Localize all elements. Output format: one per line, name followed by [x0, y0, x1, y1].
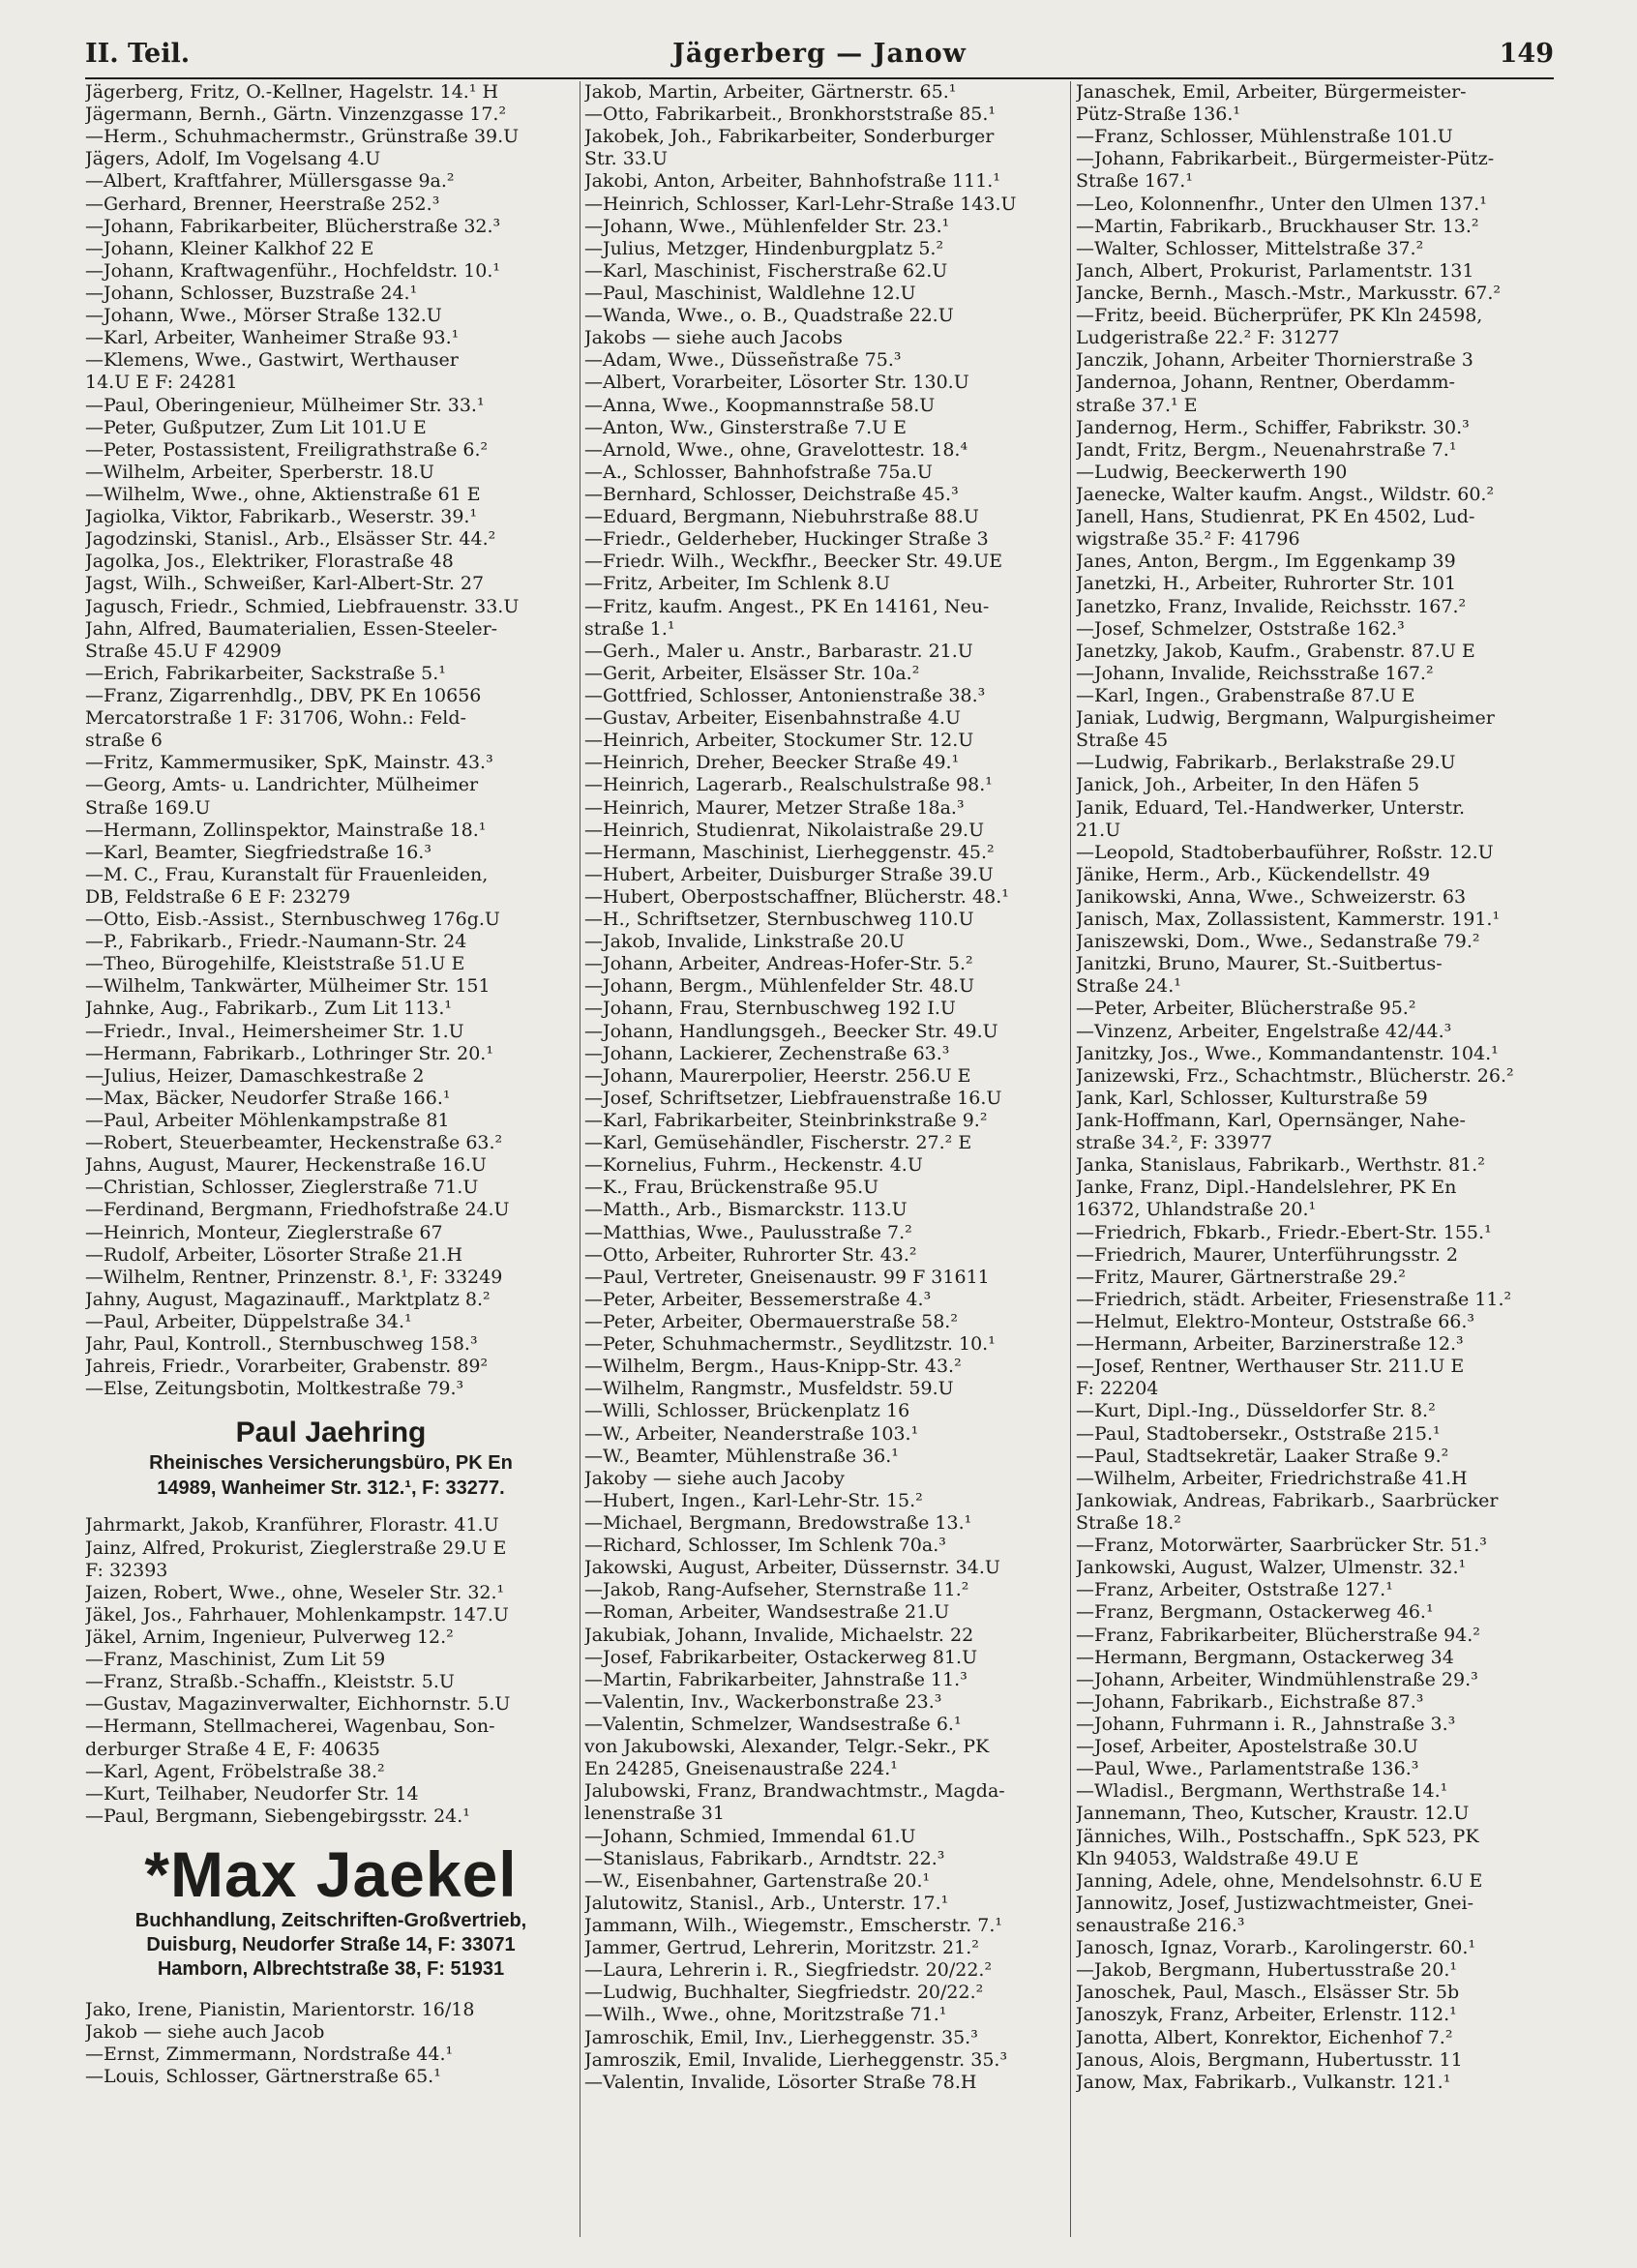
directory-entry: —K., Frau, Brückenstraße 95.U	[584, 1177, 879, 1199]
directory-entry: —Willi, Schlosser, Brückenplatz 16	[584, 1400, 910, 1422]
directory-entry: —Karl, Beamter, Siegfriedstraße 16.³	[85, 841, 432, 863]
directory-entry: —Johann, Kraftwagenführ., Hochfeldstr. 10.¹	[85, 259, 500, 282]
directory-entry: Jancke, Bernh., Masch.-Mstr., Markusstr. 67.²	[1076, 282, 1502, 304]
directory-entry: Jakobek, Joh., Fabrikarbeiter, Sonderburger	[584, 126, 995, 148]
directory-entry: —Johann, Fabrikarbeit., Bürgermeister-Pütz-	[1076, 148, 1495, 170]
directory-entry: —Richard, Schlosser, Im Schlenk 70a.³	[584, 1535, 946, 1557]
directory-entry: Pütz-Straße 136.¹	[1076, 104, 1241, 126]
directory-entry: —Paul, Arbeiter, Düppelstraße 34.¹	[85, 1311, 412, 1333]
directory-entry: Janick, Joh., Arbeiter, In den Häfen 5	[1076, 774, 1420, 796]
page-number: 149	[1499, 39, 1554, 69]
directory-entry: —Paul, Arbeiter Möhlenkampstraße 81	[85, 1110, 450, 1132]
directory-entry: —Hubert, Ingen., Karl-Lehr-Str. 15.²	[584, 1489, 923, 1511]
header-rule	[85, 77, 1554, 79]
directory-entry: Straße 45	[1076, 730, 1169, 752]
directory-entry: —Fritz, beeid. Bücherprüfer, PK Kln 24598,	[1076, 305, 1483, 327]
entries-group	[1076, 81, 1556, 2094]
directory-entry: —Johann, Wwe., Mühlenfelder Str. 23.¹	[584, 215, 950, 237]
directory-entry: —Kornelius, Fuhrm., Heckenstr. 4.U	[584, 1154, 923, 1177]
directory-entry: —Paul, Bergmann, Siebengebirgsstr. 24.¹	[85, 1805, 470, 1827]
directory-entry: —Heinrich, Monteur, Zieglerstraße 67	[85, 1221, 443, 1243]
advertisement-jaekel	[85, 1839, 577, 1982]
directory-entry: —Johann, Arbeiter, Windmühlenstraße 29.³	[1076, 1668, 1478, 1690]
directory-entry: —Wilhelm, Rangmstr., Musfeldstr. 59.U	[584, 1378, 954, 1400]
directory-entry: —Karl, Maschinist, Fischerstraße 62.U	[584, 259, 948, 282]
directory-entry: —Kurt, Dipl.-Ing., Düsseldorfer Str. 8.²	[1076, 1400, 1436, 1422]
directory-entry: —Franz, Fabrikarbeiter, Blücherstraße 94.²	[1076, 1624, 1480, 1646]
directory-entry: —Josef, Rentner, Werthauser Str. 211.U E	[1076, 1356, 1465, 1378]
directory-entry: straße 6	[85, 730, 163, 752]
directory-entry: —Franz, Straßb.-Schaffn., Kleiststr. 5.U	[85, 1671, 455, 1693]
directory-entry: —Jakob, Rang-Aufseher, Sternstraße 11.²	[584, 1579, 969, 1601]
column-divider	[1070, 81, 1071, 2237]
directory-entry: Ludgeristraße 22.² F: 31277	[1076, 327, 1340, 349]
directory-entry: —Johann, Schlosser, Buzstraße 24.¹	[85, 282, 418, 304]
directory-entry: —Paul, Stadtobersekr., Oststraße 215.¹	[1076, 1422, 1441, 1445]
directory-entry: —Hermann, Stellmacherei, Wagenbau, Son-	[85, 1716, 495, 1738]
directory-entry: —Hubert, Arbeiter, Duisburger Straße 39.U	[584, 863, 994, 885]
directory-entry: —Heinrich, Studienrat, Nikolaistraße 29.U	[584, 819, 985, 841]
directory-entry: Jagiolka, Viktor, Fabrikarb., Weserstr. 39.¹	[85, 506, 478, 528]
directory-entry: Jank-Hoffmann, Karl, Opernsänger, Nahe-	[1076, 1110, 1466, 1132]
directory-entry: —Friedrich, Maurer, Unterführungsstr. 2	[1076, 1243, 1459, 1266]
directory-entry: Jako, Irene, Pianistin, Marientorstr. 16/18	[85, 1998, 475, 2020]
directory-entry: straße 1.¹	[584, 617, 675, 640]
directory-entry: —Josef, Schmelzer, Oststraße 162.³	[1076, 617, 1405, 640]
directory-entry: Jandernog, Herm., Schiffer, Fabrikstr. 30.³	[1076, 416, 1470, 438]
directory-entry: —Wilhelm, Arbeiter, Sperberstr. 18.U	[85, 461, 434, 483]
directory-entry: —Julius, Metzger, Hindenburgplatz 5.²	[584, 237, 944, 259]
directory-entry: Jandernoa, Johann, Rentner, Oberdamm-	[1076, 372, 1455, 394]
directory-entry: —Anna, Wwe., Koopmannstraße 58.U	[584, 394, 936, 416]
directory-entry: Jahr, Paul, Kontroll., Sternbuschweg 158.³	[85, 1333, 478, 1356]
directory-entry: Jammer, Gertrud, Lehrerin, Moritzstr. 21.²	[584, 1937, 979, 1959]
directory-entry: Jakoby — siehe auch Jacoby	[584, 1467, 845, 1489]
directory-entry: Jakobs — siehe auch Jacobs	[584, 327, 843, 349]
directory-entry: Janisch, Max, Zollassistent, Kammerstr. 191.¹	[1076, 909, 1501, 931]
ad-name: Paul Jaehring	[235, 1417, 427, 1449]
directory-entry: —Friedrich, Fbkarb., Friedr.-Ebert-Str. 155.¹	[1076, 1221, 1492, 1243]
directory-entry: —Kurt, Teilhaber, Neudorfer Str. 14	[85, 1782, 419, 1805]
column-2	[584, 81, 1064, 2094]
entries-group	[584, 81, 1064, 2094]
ad-line: Hamborn, Albrechtstraße 38, F: 51931	[157, 1957, 505, 1980]
directory-entry: Jandt, Fritz, Bergm., Neuenahrstraße 7.¹	[1076, 438, 1457, 461]
directory-entry: —Franz, Maschinist, Zum Lit 59	[85, 1649, 386, 1671]
directory-entry: von Jakubowski, Alexander, Telgr.-Sekr., PK	[584, 1736, 990, 1758]
directory-entry: —Karl, Ingen., Grabenstraße 87.U E	[1076, 684, 1415, 706]
ad-line: Duisburg, Neudorfer Straße 14, F: 33071	[146, 1933, 516, 1955]
directory-entry: —Franz, Motorwärter, Saarbrücker Str. 51.³	[1076, 1535, 1487, 1557]
directory-entry: —Herm., Schuhmachermstr., Grünstraße 39.U	[85, 126, 520, 148]
directory-entry: —Martin, Fabrikarb., Bruckhauser Str. 13.²	[1076, 215, 1479, 237]
directory-entry: —Leo, Kolonnenfhr., Unter den Ulmen 137.¹	[1076, 193, 1487, 215]
directory-entry: Jäkel, Jos., Fahrhauer, Mohlenkampstr. 147.U	[85, 1603, 509, 1626]
directory-entry: —Fritz, kaufm. Angest., PK En 14161, Neu-	[584, 595, 990, 617]
directory-entry: Jahreis, Friedr., Vorarbeiter, Grabenstr. 89²	[85, 1356, 489, 1378]
directory-entry: —Friedr. Wilh., Weckfhr., Beecker Str. 49.UE	[584, 551, 1003, 573]
directory-entry: —Stanislaus, Fabrikarb., Arndtstr. 22.³	[584, 1847, 945, 1869]
directory-entry: —Peter, Schuhmachermstr., Seydlitzstr. 10.¹	[584, 1333, 996, 1356]
directory-entry: —Michael, Bergmann, Bredowstraße 13.¹	[584, 1512, 972, 1534]
column-1	[85, 81, 577, 2088]
directory-entry: —Johann, Wwe., Mörser Straße 132.U	[85, 305, 442, 327]
directory-entry: —Wilhelm, Bergm., Haus-Knipp-Str. 43.²	[584, 1356, 962, 1378]
directory-entry: Jakowski, August, Arbeiter, Düssernstr. 34.U	[584, 1557, 1000, 1579]
directory-entry: Janiszewski, Dom., Wwe., Sedanstraße 79.²	[1076, 931, 1480, 953]
directory-entry: —W., Beamter, Mühlenstraße 36.¹	[584, 1445, 899, 1467]
directory-entry: —Friedr., Inval., Heimersheimer Str. 1.U	[85, 1020, 464, 1042]
directory-entry: —Wanda, Wwe., o. B., Quadstraße 22.U	[584, 305, 954, 327]
directory-entry: —Fritz, Maurer, Gärtnerstraße 29.²	[1076, 1266, 1406, 1288]
directory-entry: F: 32393	[85, 1559, 168, 1581]
directory-entry: —Max, Bäcker, Neudorfer Straße 166.¹	[85, 1087, 451, 1109]
directory-entry: —Johann, Schmied, Immendal 61.U	[584, 1825, 916, 1847]
directory-entry: Janous, Alois, Bergmann, Hubertusstr. 11	[1076, 2048, 1463, 2071]
directory-entry: Straße 18.²	[1076, 1512, 1181, 1534]
directory-entry: Janoszyk, Franz, Arbeiter, Erlenstr. 112.¹	[1076, 2004, 1457, 2026]
directory-entry: —Jakob, Invalide, Linkstraße 20.U	[584, 931, 906, 953]
directory-entry: —Christian, Schlosser, Zieglerstraße 71.U	[85, 1177, 479, 1199]
directory-entry: —Wilhelm, Tankwärter, Mülheimer Str. 151	[85, 975, 491, 998]
directory-entry: straße 37.¹ E	[1076, 394, 1198, 416]
directory-entry: —Gustav, Magazinverwalter, Eichhornstr. 5.U	[85, 1693, 511, 1716]
directory-entry: Janell, Hans, Studienrat, PK En 4502, Lud-	[1076, 506, 1475, 528]
directory-entry: 21.U	[1076, 819, 1121, 841]
directory-entry: Jagolka, Jos., Elektriker, Florastraße 48	[85, 551, 454, 573]
directory-entry: —Paul, Oberingenieur, Mülheimer Str. 33.¹	[85, 394, 485, 416]
directory-entry: lenenstraße 31	[584, 1803, 725, 1825]
directory-entry: —Johann, Handlungsgeh., Beecker Str. 49.U	[584, 1020, 998, 1042]
directory-entry: Straße 45.U F 42909	[85, 640, 282, 662]
entries-group	[85, 1514, 577, 1828]
directory-entry: —Gottfried, Schlosser, Antonienstraße 38.³	[584, 684, 986, 706]
directory-entry: Jägermann, Bernh., Gärtn. Vinzenzgasse 17.²	[85, 104, 507, 126]
directory-entry: —Hermann, Zollinspektor, Mainstraße 18.¹	[85, 819, 487, 841]
directory-entry: —P., Fabrikarb., Friedr.-Naumann-Str. 24	[85, 931, 467, 953]
directory-entry: —Johann, Bergm., Mühlenfelder Str. 48.U	[584, 975, 975, 998]
entries-group	[85, 81, 577, 1400]
directory-entry: —Johann, Fuhrmann i. R., Jahnstraße 3.³	[1076, 1713, 1456, 1735]
directory-entry: Jägers, Adolf, Im Vogelsang 4.U	[85, 148, 381, 170]
directory-entry: Jahnke, Aug., Fabrikarb., Zum Lit 113.¹	[85, 998, 453, 1020]
ad-line: 14989, Wanheimer Str. 312.¹, F: 33277.	[157, 1477, 505, 1500]
directory-entry: Janik, Eduard, Tel.-Handwerker, Unterstr.	[1076, 796, 1466, 819]
directory-entry: Jakob — siehe auch Jacob	[85, 2021, 325, 2044]
directory-entry: —Hermann, Arbeiter, Barzinerstraße 12.³	[1076, 1333, 1464, 1356]
directory-entry: Kln 94053, Waldstraße 49.U E	[1076, 1847, 1359, 1869]
directory-entry: Janosch, Ignaz, Vorarb., Karolingerstr. 60.¹	[1076, 1937, 1476, 1959]
directory-entry: Jaenecke, Walter kaufm. Angst., Wildstr. 60.²	[1076, 483, 1495, 505]
directory-entry: 16372, Uhlandstraße 20.¹	[1076, 1199, 1317, 1221]
directory-entry: —Hermann, Fabrikarb., Lothringer Str. 20.¹	[85, 1042, 493, 1064]
directory-entry: —Paul, Wwe., Parlamentstraße 136.³	[1076, 1758, 1419, 1780]
directory-entry: Jägerberg, Fritz, O.-Kellner, Hagelstr. 14.¹ H	[85, 81, 499, 103]
directory-entry: —Ferdinand, Bergmann, Friedhofstraße 24.U	[85, 1199, 510, 1221]
directory-entry: Janning, Adele, ohne, Mendelsohnstr. 6.U E	[1076, 1869, 1483, 1892]
directory-entry: —Peter, Arbeiter, Blücherstraße 95.²	[1076, 998, 1416, 1020]
section-label: II. Teil.	[85, 39, 191, 69]
directory-entry: —Josef, Arbeiter, Apostelstraße 30.U	[1076, 1736, 1418, 1758]
directory-entry: Janiak, Ludwig, Bergmann, Walpurgisheimer	[1076, 707, 1495, 730]
directory-entry: —Johann, Lackierer, Zechenstraße 63.³	[584, 1042, 950, 1064]
directory-entry: —Eduard, Bergmann, Niebuhrstraße 88.U	[584, 506, 979, 528]
directory-entry: —Johann, Fabrikarbeiter, Blücherstraße 32.³	[85, 215, 501, 237]
directory-entry: Jakobi, Anton, Arbeiter, Bahnhofstraße 111.¹	[584, 170, 1000, 193]
page-title: Jägerberg — Janow	[672, 39, 967, 69]
directory-entry: —Helmut, Elektro-Monteur, Oststraße 66.³	[1076, 1311, 1475, 1333]
directory-entry: —Franz, Zigarrenhdlg., DBV, PK En 10656	[85, 684, 482, 706]
directory-entry: F: 22204	[1076, 1378, 1159, 1400]
directory-entry: —Anton, Ww., Ginsterstraße 7.U E	[584, 416, 908, 438]
directory-entry: —Heinrich, Schlosser, Karl-Lehr-Straße 143.U	[584, 193, 1017, 215]
directory-entry: —Hermann, Maschinist, Lierheggenstr. 45.²	[584, 841, 995, 863]
directory-entry: —Franz, Schlosser, Mühlenstraße 101.U	[1076, 126, 1453, 148]
directory-entry: —Heinrich, Lagerarb., Realschulstraße 98.¹	[584, 774, 993, 796]
directory-entry: —Laura, Lehrerin i. R., Siegfriedstr. 20/22.²	[584, 1959, 993, 1982]
directory-entry: —Albert, Kraftfahrer, Müllersgasse 9a.²	[85, 170, 455, 193]
directory-entry: —Albert, Vorarbeiter, Lösorter Str. 130.U	[584, 372, 969, 394]
directory-entry: Jank, Karl, Schlosser, Kulturstraße 59	[1076, 1087, 1428, 1109]
ad-line: Buchhandlung, Zeitschriften-Großvertrieb,	[134, 1909, 527, 1931]
directory-entry: —Karl, Arbeiter, Wanheimer Straße 93.¹	[85, 327, 460, 349]
entries-group	[85, 1999, 577, 2088]
directory-entry: —Johann, Invalide, Reichsstraße 167.²	[1076, 662, 1434, 684]
directory-entry: —Johann, Frau, Sternbuschweg 192 I.U	[584, 998, 956, 1020]
directory-entry: —Matthias, Wwe., Paulusstraße 7.²	[584, 1221, 912, 1243]
directory-entry: —Martin, Fabrikarbeiter, Jahnstraße 11.³	[584, 1668, 967, 1690]
directory-entry: Jakob, Martin, Arbeiter, Gärtnerstr. 65.¹	[584, 81, 957, 103]
directory-entry: —Julius, Heizer, Damaschkestraße 2	[85, 1064, 425, 1087]
directory-entry: —Erich, Fabrikarbeiter, Sackstraße 5.¹	[85, 662, 446, 684]
ad-line: Rheinisches Versicherungsbüro, PK En	[149, 1452, 513, 1475]
directory-entry: —Fritz, Arbeiter, Im Schlenk 8.U	[584, 573, 891, 595]
directory-entry: —Wladisl., Bergmann, Werthstraße 14.¹	[1076, 1780, 1448, 1803]
directory-entry: Jänike, Herm., Arb., Kückendellstr. 49	[1076, 863, 1431, 885]
directory-entry: —Johann, Kleiner Kalkhof 22 E	[85, 237, 374, 259]
directory-entry: straße 34.², F: 33977	[1076, 1132, 1273, 1154]
directory-entry: Jagusch, Friedr., Schmied, Liebfrauenstr. 33.U	[85, 595, 520, 617]
directory-entry: —Adam, Wwe., Düsseñstraße 75.³	[584, 349, 902, 372]
directory-entry: —Heinrich, Dreher, Beecker Straße 49.¹	[584, 752, 960, 774]
directory-entry: Jahny, August, Magazinauff., Marktplatz 8.²	[85, 1288, 491, 1310]
directory-entry: —Johann, Arbeiter, Andreas-Hofer-Str. 5.²	[584, 953, 973, 975]
directory-entry: —Ludwig, Buchhalter, Siegfriedstr. 20/22.²	[584, 1982, 984, 2004]
directory-entry: Janitzki, Bruno, Maurer, St.-Suitbertus-	[1076, 953, 1443, 975]
directory-entry: —Gustav, Arbeiter, Eisenbahnstraße 4.U	[584, 707, 961, 730]
directory-entry: Straße 24.¹	[1076, 975, 1181, 998]
directory-entry: —Josef, Schriftsetzer, Liebfrauenstraße 16.U	[584, 1087, 1002, 1109]
directory-entry: —Klemens, Wwe., Gastwirt, Werthauser	[85, 349, 459, 372]
directory-entry: —Valentin, Schmelzer, Wandsestraße 6.¹	[584, 1713, 962, 1735]
directory-entry: —Fritz, Kammermusiker, SpK, Mainstr. 43.³	[85, 752, 493, 774]
directory-entry: Jannowitz, Josef, Justizwachtmeister, Gnei-	[1076, 1892, 1474, 1914]
directory-entry: —Valentin, Inv., Wackerbonstraße 23.³	[584, 1690, 942, 1713]
directory-entry: Janch, Albert, Prokurist, Parlamentstr. 131	[1076, 259, 1474, 282]
directory-entry: Str. 33.U	[584, 148, 668, 170]
directory-entry: wigstraße 35.² F: 41796	[1076, 528, 1300, 551]
directory-entry: derburger Straße 4 E, F: 40635	[85, 1738, 381, 1760]
directory-entry: —Karl, Fabrikarbeiter, Steinbrinkstraße 9.²	[584, 1110, 988, 1132]
directory-entry: Jagodzinski, Stanisl., Arb., Elsässer Str. 44.²	[85, 528, 496, 551]
directory-entry: —Gerit, Arbeiter, Elsässer Str. 10a.²	[584, 662, 920, 684]
directory-entry: —H., Schriftsetzer, Sternbuschweg 110.U	[584, 909, 974, 931]
directory-entry: Jammann, Wilh., Wiegemstr., Emscherstr. 7.¹	[584, 1914, 1003, 1936]
directory-entry: —Peter, Arbeiter, Obermauerstraße 58.²	[584, 1311, 958, 1333]
directory-entry: —W., Arbeiter, Neanderstraße 103.¹	[584, 1422, 919, 1445]
directory-entry: En 24285, Gneisenaustraße 224.¹	[584, 1758, 898, 1780]
directory-entry: —Wilhelm, Arbeiter, Friedrichstraße 41.H	[1076, 1467, 1468, 1489]
directory-entry: —Leopold, Stadtoberbauführer, Roßstr. 12.U	[1076, 841, 1494, 863]
directory-entry: —Josef, Fabrikarbeiter, Ostackerweg 81.U	[584, 1646, 978, 1668]
directory-entry: Jäkel, Arnim, Ingenieur, Pulverweg 12.²	[85, 1626, 454, 1648]
column-3	[1076, 81, 1556, 2094]
directory-entry: Mercatorstraße 1 F: 31706, Wohn.: Feld-	[85, 707, 466, 730]
directory-entry: —Ludwig, Fabrikarb., Berlakstraße 29.U	[1076, 752, 1456, 774]
directory-entry: Janetzko, Franz, Invalide, Reichsstr. 167.²	[1076, 595, 1467, 617]
directory-entry: Jänniches, Wilh., Postschaffn., SpK 523, PK	[1076, 1825, 1479, 1847]
directory-entry: —Wilh., Wwe., ohne, Moritzstraße 71.¹	[584, 2004, 947, 2026]
directory-entry: —Jakob, Bergmann, Hubertusstraße 20.¹	[1076, 1959, 1458, 1982]
directory-entry: —Friedrich, städt. Arbeiter, Friesenstraße 11.²	[1076, 1288, 1512, 1310]
directory-entry: Jahrmarkt, Jakob, Kranführer, Florastr. 41.U	[85, 1514, 499, 1537]
directory-entry: Straße 169.U	[85, 796, 211, 819]
directory-entry: Jankowiak, Andreas, Fabrikarb., Saarbrücker	[1076, 1489, 1499, 1511]
directory-entry: —Wilhelm, Wwe., ohne, Aktienstraße 61 E	[85, 483, 481, 505]
directory-entry: —Peter, Postassistent, Freiligrathstraße 6.²	[85, 438, 489, 461]
directory-entry: —Ernst, Zimmermann, Nordstraße 44.¹	[85, 2044, 454, 2066]
page-header	[85, 39, 1554, 70]
directory-entry: —Gerhard, Brenner, Heerstraße 252.³	[85, 193, 440, 215]
directory-entry: Janetzky, Jakob, Kaufm., Grabenstr. 87.U E	[1076, 640, 1475, 662]
directory-entry: —Otto, Fabrikarbeit., Bronkhorststraße 85.¹	[584, 104, 997, 126]
directory-entry: Straße 167.¹	[1076, 170, 1193, 193]
directory-entry: Janczik, Johann, Arbeiter Thornierstraße 3	[1076, 349, 1473, 372]
directory-entry: Janoschek, Paul, Masch., Elsässer Str. 5b	[1076, 1982, 1460, 2004]
directory-entry: Janetzki, H., Arbeiter, Ruhrorter Str. 101	[1076, 573, 1457, 595]
directory-entry: Janaschek, Emil, Arbeiter, Bürgermeister-	[1076, 81, 1467, 103]
directory-entry: Jagst, Wilh., Schweißer, Karl-Albert-Str. 27	[85, 573, 485, 595]
ad-name: *Max Jaekel	[144, 1837, 518, 1910]
directory-entry: —Theo, Bürogehilfe, Kleiststraße 51.U E	[85, 953, 465, 975]
directory-entry: Jahn, Alfred, Baumaterialien, Essen-Steeler-	[85, 617, 498, 640]
directory-entry: Janow, Max, Fabrikarb., Vulkanstr. 121.¹	[1076, 2071, 1451, 2093]
directory-entry: —Franz, Bergmann, Ostackerweg 46.¹	[1076, 1601, 1434, 1624]
directory-entry: —Roman, Arbeiter, Wandsestraße 21.U	[584, 1601, 950, 1624]
advertisement-jaehring	[85, 1416, 577, 1501]
directory-entry: Janotta, Albert, Konrektor, Eichenhof 7.²	[1076, 2026, 1453, 2048]
directory-entry: —Franz, Arbeiter, Oststraße 127.¹	[1076, 1579, 1393, 1601]
directory-entry: —Paul, Stadtsekretär, Laaker Straße 9.²	[1076, 1445, 1449, 1467]
directory-entry: Janke, Franz, Dipl.-Handelslehrer, PK En	[1076, 1177, 1457, 1199]
directory-entry: —Hermann, Bergmann, Ostackerweg 34	[1076, 1646, 1454, 1668]
directory-entry: Jalutowitz, Stanisl., Arb., Unterstr. 17.¹	[584, 1892, 949, 1914]
directory-entry: senaustraße 216.³	[1076, 1914, 1245, 1936]
directory-entry: —Paul, Vertreter, Gneisenaustr. 99 F 31611	[584, 1266, 990, 1288]
directory-entry: —W., Eisenbahner, Gartenstraße 20.¹	[584, 1869, 931, 1892]
directory-entry: Jannemann, Theo, Kutscher, Kraustr. 12.U	[1076, 1803, 1470, 1825]
directory-entry: —Johann, Fabrikarb., Eichstraße 87.³	[1076, 1690, 1424, 1713]
directory-entry: —Otto, Eisb.-Assist., Sternbuschweg 176g.U	[85, 909, 500, 931]
directory-entry: —Karl, Gemüsehändler, Fischerstr. 27.² E	[584, 1132, 972, 1154]
directory-entry: —Heinrich, Maurer, Metzer Straße 18a.³	[584, 796, 965, 819]
directory-entry: —Rudolf, Arbeiter, Lösorter Straße 21.H	[85, 1243, 463, 1266]
directory-entry: —Valentin, Invalide, Lösorter Straße 78.H	[584, 2071, 977, 2093]
directory-entry: —Wilhelm, Rentner, Prinzenstr. 8.¹, F: 33249	[85, 1266, 503, 1288]
directory-entry: —Heinrich, Arbeiter, Stockumer Str. 12.U	[584, 730, 974, 752]
directory-entry: DB, Feldstraße 6 E F: 23279	[85, 885, 351, 908]
directory-entry: —A., Schlosser, Bahnhofstraße 75a.U	[584, 461, 933, 483]
directory-entry: Jamroschik, Emil, Inv., Lierheggenstr. 35.³	[584, 2026, 978, 2048]
directory-entry: —Karl, Agent, Fröbelstraße 38.²	[85, 1760, 385, 1782]
directory-entry: —Else, Zeitungsbotin, Moltkestraße 79.³	[85, 1378, 464, 1400]
directory-entry: Jalubowski, Franz, Brandwachtmstr., Magda-	[584, 1780, 1005, 1803]
directory-entry: Jakubiak, Johann, Invalide, Michaelstr. 22	[584, 1624, 974, 1646]
directory-entry: Janes, Anton, Bergm., Im Eggenkamp 39	[1076, 551, 1456, 573]
directory-entry: Jaizen, Robert, Wwe., ohne, Weseler Str. 32.¹	[85, 1581, 505, 1603]
directory-entry: Jainz, Alfred, Prokurist, Zieglerstraße 29.U E	[85, 1537, 507, 1559]
directory-entry: —Robert, Steuerbeamter, Heckenstraße 63.²	[85, 1132, 503, 1154]
directory-entry: —Peter, Gußputzer, Zum Lit 101.U E	[85, 416, 427, 438]
directory-entry: Janizewski, Frz., Schachtmstr., Blücherstr. 26.²	[1076, 1064, 1514, 1087]
directory-entry: Janitzky, Jos., Wwe., Kommandantenstr. 104.¹	[1076, 1042, 1499, 1064]
directory-entry: —Paul, Maschinist, Waldlehne 12.U	[584, 282, 916, 304]
directory-entry: 14.U E F: 24281	[85, 372, 238, 394]
directory-entry: —Hubert, Oberpostschaffner, Blücherstr. 48.¹	[584, 885, 1009, 908]
directory-entry: —Arnold, Wwe., ohne, Gravelottestr. 18.⁴	[584, 438, 968, 461]
directory-entry: —Georg, Amts- u. Landrichter, Mülheimer	[85, 774, 479, 796]
directory-entry: —Johann, Maurerpolier, Heerstr. 256.U E	[584, 1064, 971, 1087]
directory-entry: —Peter, Arbeiter, Bessemerstraße 4.³	[584, 1288, 932, 1310]
directory-entry: —Friedr., Gelderheber, Huckinger Straße 3	[584, 528, 989, 551]
directory-entry: Janka, Stanislaus, Fabrikarb., Werthstr. 81.²	[1076, 1154, 1485, 1177]
directory-entry: —Bernhard, Schlosser, Deichstraße 45.³	[584, 483, 959, 505]
directory-entry: —Gerh., Maler u. Anstr., Barbarastr. 21.U	[584, 640, 973, 662]
directory-entry: —Vinzenz, Arbeiter, Engelstraße 42/44.³	[1076, 1020, 1452, 1042]
directory-entry: —Ludwig, Beeckerwerth 190	[1076, 461, 1348, 483]
directory-entry: Jamroszik, Emil, Invalide, Lierheggenstr. 35.³	[584, 2048, 1008, 2071]
directory-entry: —M. C., Frau, Kuranstalt für Frauenleiden,	[85, 863, 489, 885]
directory-entry: Jankowski, August, Walzer, Ulmenstr. 32.¹	[1076, 1557, 1467, 1579]
directory-entry: Jahns, August, Maurer, Heckenstraße 16.U	[85, 1154, 487, 1177]
directory-entry: —Matth., Arb., Bismarckstr. 113.U	[584, 1199, 908, 1221]
directory-entry: Janikowski, Anna, Wwe., Schweizerstr. 63	[1076, 885, 1467, 908]
directory-entry: —Walter, Schlosser, Mittelstraße 37.²	[1076, 237, 1424, 259]
directory-entry: —Otto, Arbeiter, Ruhrorter Str. 43.²	[584, 1243, 917, 1266]
directory-entry: —Louis, Schlosser, Gärtnerstraße 65.¹	[85, 2066, 441, 2088]
